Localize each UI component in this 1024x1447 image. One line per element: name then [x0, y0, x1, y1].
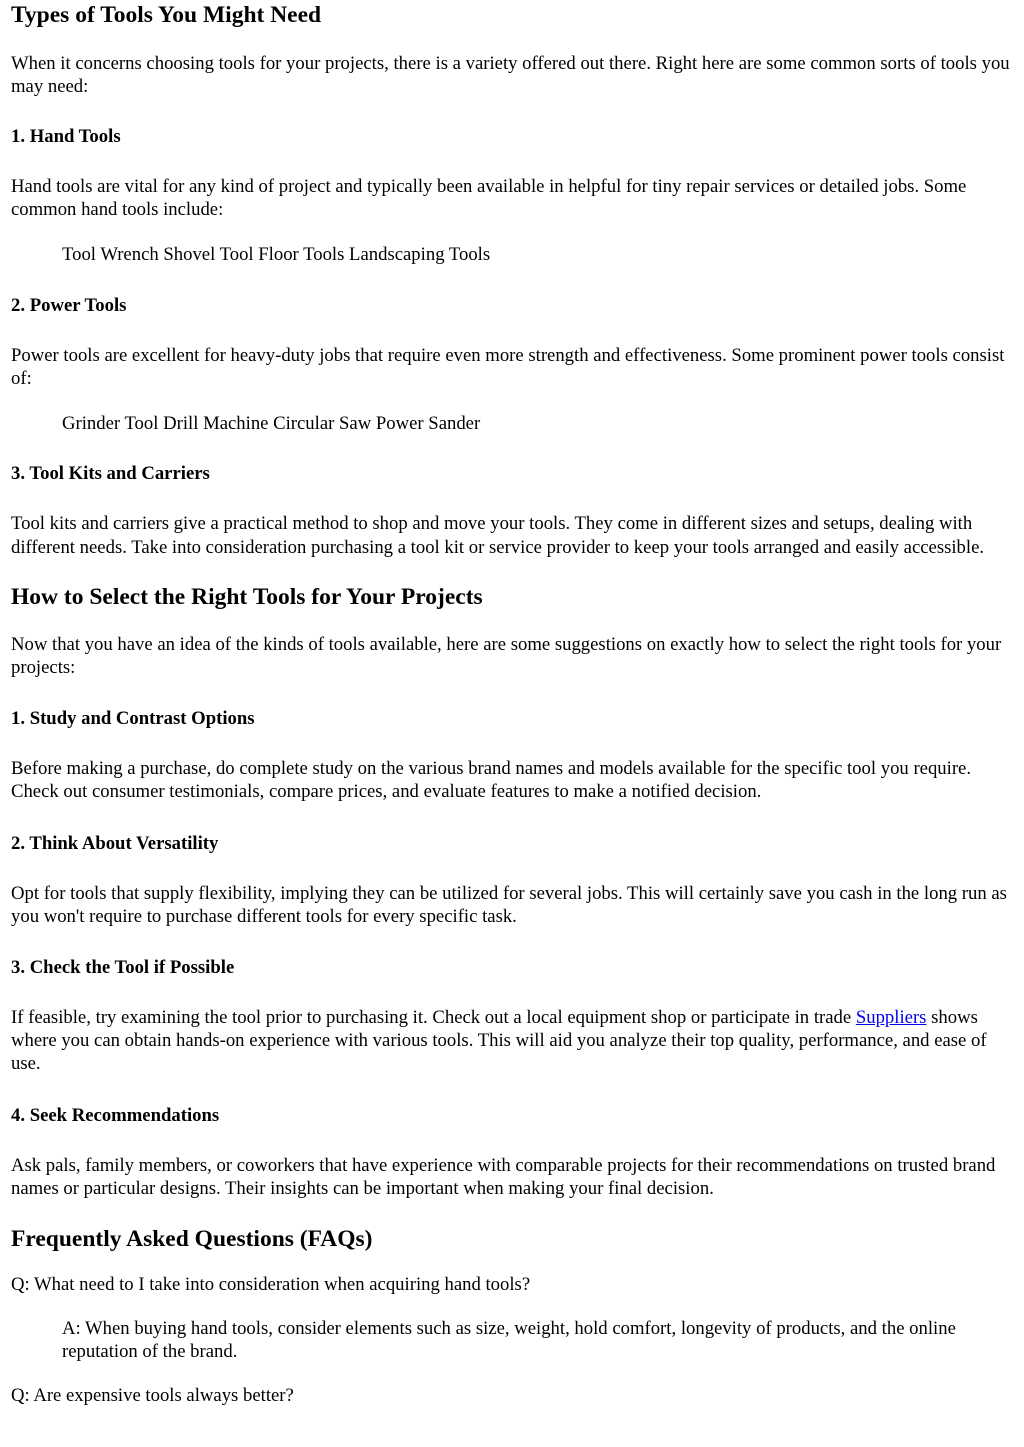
power-tools-list: Grinder Tool Drill Machine Circular Saw Power Sander [62, 412, 481, 434]
check-tool-text [11, 1006, 1014, 1076]
check-tool-text-after: shows where you can obtain hands-on experience with various tools. This will aid you analyze their top quality, performance, and ease of use. [11, 1006, 987, 1075]
suppliers-link[interactable]: Suppliers [855, 1006, 927, 1028]
study-text: Before making a purchase, do complete study on the various brand names and models available for the specific tool you require. Check out consumer testimonials, compare prices, and evaluate features to make a notified decision. [11, 757, 972, 803]
heading-tool-kits: 3. Tool Kits and Carriers [11, 463, 210, 485]
hand-tools-list: Tool Wrench Shovel Tool Floor Tools Landscaping Tools [62, 243, 491, 265]
types-intro: When it concerns choosing tools for your projects, there is a variety offered out there. Right here are some common sorts of tools you may need: [11, 53, 1010, 98]
check-tool-text-before: If feasible, try examining the tool prior to purchasing it. Check out a local equipment shop or participate in trade [11, 1006, 852, 1028]
section-title-faq: Frequently Asked Questions (FAQs) [11, 1225, 373, 1252]
hand-tools-text: Hand tools are vital for any kind of project and typically been available in helpful for tiny repair services or detailed jobs. Some common hand tools include: [11, 175, 967, 221]
section-title-types: Types of Tools You Might Need [11, 2, 322, 28]
recommendations-text: Ask pals, family members, or coworkers that have experience with comparable projects for their recommendations on trusted brand names or particular designs. Their insights can be important when making your final decision. [11, 1154, 996, 1200]
section-title-select: How to Select the Right Tools for Your Projects [11, 584, 483, 611]
power-tools-text: Power tools are excellent for heavy-duty jobs that require even more strength and effectiveness. Some prominent power tools consist of: [11, 345, 1005, 390]
faq-question-1: Q: What need to I take into consideration when acquiring hand tools? [11, 1273, 531, 1295]
heading-power-tools: 2. Power Tools [11, 295, 127, 317]
faq-question-2: Q: Are expensive tools always better? [11, 1384, 294, 1406]
heading-hand-tools: 1. Hand Tools [11, 125, 121, 147]
heading-versatility: 2. Think About Versatility [11, 832, 219, 854]
tool-kits-text: Tool kits and carriers give a practical method to shop and move your tools. They come in different sizes and setups, dealing with different needs. Take into consideration purchasing a tool kit or service provider to keep your tools arranged and easily accessible. [11, 513, 985, 558]
heading-recommendations: 4. Seek Recommendations [11, 1104, 220, 1126]
heading-study: 1. Study and Contrast Options [11, 707, 255, 729]
article [0, 1, 1024, 1407]
versatility-text: Opt for tools that supply flexibility, implying they can be utilized for several jobs. This will certainly save you cash in the long run as you won't require to purchase different tools for every specific task. [11, 882, 1007, 928]
select-intro: Now that you have an idea of the kinds of tools available, here are some suggestions on exactly how to select the right tools for your projects: [11, 634, 1002, 679]
heading-check-tool: 3. Check the Tool if Possible [11, 956, 235, 978]
faq-answer-1: A: When buying hand tools, consider elements such as size, weight, hold comfort, longevity of products, and the online reputation of the brand. [62, 1317, 956, 1363]
